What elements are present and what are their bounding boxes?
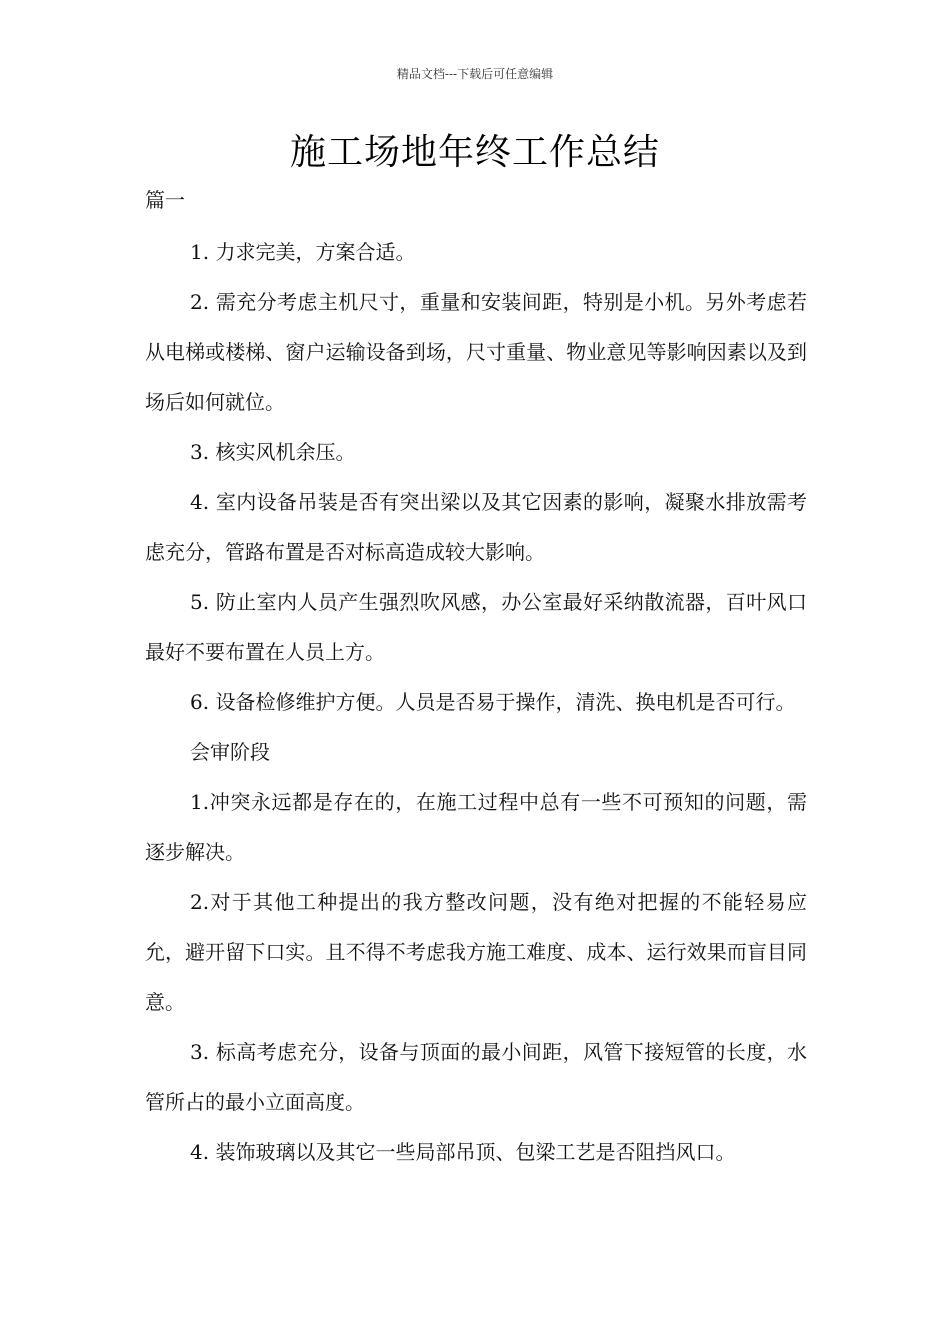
document-title: 施工场地年终工作总结 [289, 132, 660, 173]
document-body [145, 227, 807, 1177]
paragraph: 1.冲突永远都是存在的，在施工过程中总有一些不可预知的问题，需逐步解决。 [145, 790, 807, 864]
page-header: 精品文档---下载后可任意编辑 [396, 67, 554, 81]
paragraph: 4. 装饰玻璃以及其它一些局部吊顶、包梁工艺是否阻挡风口。 [190, 1140, 736, 1164]
paragraph: 1. 力求完美，方案合适。 [190, 240, 416, 264]
paragraph: 6. 设备检修维护方便。人员是否易于操作，清洗、换电机是否可行。 [190, 690, 796, 714]
paragraph: 2. 需充分考虑主机尺寸，重量和安装间距，特别是小机。另外考虑若从电梯或楼梯、窗户运输设备到场，尺寸重量、物业意见等影响因素以及到场后如何就位。 [145, 290, 807, 414]
paragraph: 3. 标高考虑充分，设备与顶面的最小间距，风管下接短管的长度，水管所占的最小立面高度。 [145, 1040, 807, 1114]
paragraph: 4. 室内设备吊装是否有突出梁以及其它因素的影响，凝聚水排放需考虑充分，管路布置是否对标高造成较大影响。 [145, 490, 807, 564]
paragraph: 5. 防止室内人员产生强烈吹风感，办公室最好采纳散流器，百叶风口最好不要布置在人员上方。 [145, 590, 807, 664]
subsection-heading: 会审阶段 [190, 740, 270, 764]
paragraph: 3. 核实风机余压。 [190, 440, 356, 464]
paragraph: 2.对于其他工种提出的我方整改问题，没有绝对把握的不能轻易应允，避开留下口实。且不得不考虑我方施工难度、成本、运行效果而盲目同意。 [145, 890, 807, 1014]
section-label: 篇一 [145, 188, 185, 212]
